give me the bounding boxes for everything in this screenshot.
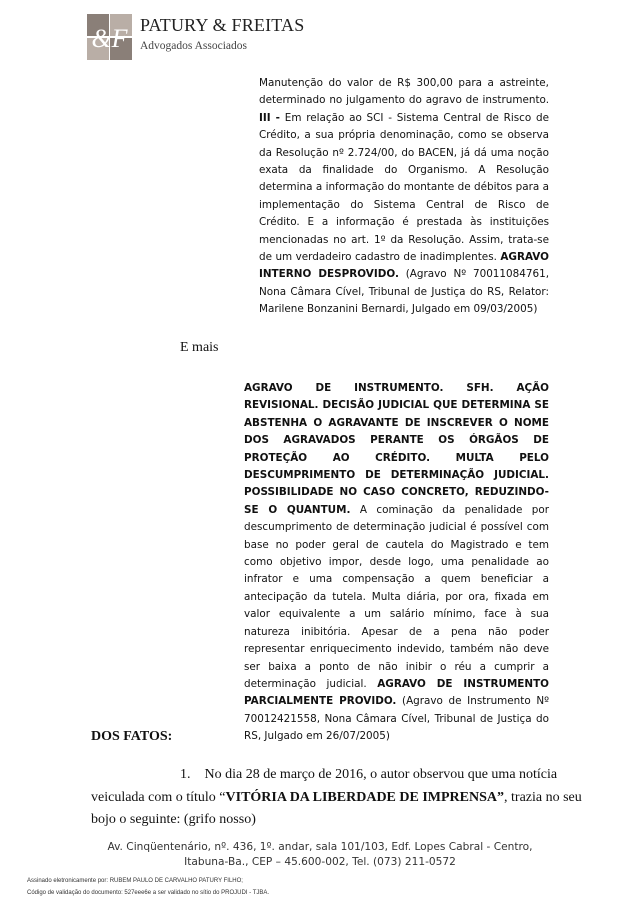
paragraph-line-1: 1. No dia 28 de março de 2016, o autor observou que uma notícia xyxy=(180,767,558,782)
paragraph-line-3: bojo o seguinte: (grifo nosso) xyxy=(91,812,256,827)
quote1-bold-2: AGRAVO INTERNO DESPROVIDO. xyxy=(259,251,549,281)
quote2-text-2: (Agravo de Instrumento Nº 70012421558, Nona Câmara Cível, Tribunal de Justiça do RS, Julgado em 26/07/2005) xyxy=(244,695,549,743)
paragraph-line-2-pre: veiculada com o título “ xyxy=(91,790,226,805)
firm-name: PATURY & FREITAS xyxy=(140,15,305,35)
footer-address-line-1: Av. Cinqüentenário, nº. 436, 1º. andar, sala 101/103, Edf. Lopes Cabral - Centro, xyxy=(107,841,533,853)
quote1-bold-1: III - xyxy=(259,111,280,124)
quote2-bold-2: AGRAVO DE INSTRUMENTO PARCIALMENTE PROVIDO. xyxy=(244,677,550,708)
firm-logo-graphic xyxy=(87,14,132,60)
footer-address-line-2: Itabuna-Ba., CEP – 45.600-002, Tel. (073) 211-0572 xyxy=(184,856,456,868)
signature-line-1: Assinado eletronicamente por: RUBEM PAULO DE CARVALHO PATURY FILHO; xyxy=(27,878,243,884)
signature-line-2: Código de validação do documento: 527eee6e a ser validado no sítio do PROJUDI - TJBA. xyxy=(27,890,270,896)
quote2-text-1: A cominação da penalidade por descumprimento de determinação judicial é possível com base no poder geral de cautela do Magistrado e tem como objetivo impor, desde logo, uma penalidade ao infrator e uma compensação a quem beneficiar a antecipação da tutela. Multa diária, por ora, fixada em valor equivalente a um salário mínimo, face à sua natureza inibitória. Apesar de a pena não poder representar enriquecimento indevido, também não deve ser baixa a ponto de não inibir o réu a cumprir a determinação judicial. xyxy=(244,503,549,690)
quote1-text-1: Manutenção do valor de R$ 300,00 para a astreinte, determinado no julgamento do agravo de instrumento. xyxy=(259,77,549,107)
quote1-text-3: (Agravo Nº 70011084761, Nona Câmara Cível, Tribunal de Justiça do RS, Relator: Marilene Bonzanini Bernardi, Julgado em 09/03/2005) xyxy=(259,268,549,316)
firm-logo xyxy=(87,14,132,60)
firm-subtitle: Advogados Associados xyxy=(140,40,248,52)
jurisprudence-quote-1 xyxy=(259,75,549,319)
news-title: VITÓRIA DA LIBERDADE DE IMPRENSA” xyxy=(225,790,505,805)
quote1-text-2: Em relação ao SCI - Sistema Central de Risco de Crédito, a sua própria denominação, como se observa da Resolução nº 2.724/00, do BACEN, já dá uma noção exata da finalidade do Organismo. A Resolução determina a informação do montante de débitos para a implementação do Sistema Central de Risco de Crédito. E a informação é prestada às instituições mencionadas no art. 1º da Resolução. Assim, trata-se de um verdadeiro cadastro de inadimplentes. xyxy=(259,111,549,264)
paragraph-line-2 xyxy=(91,790,582,806)
quote2-bold-1: AGRAVO DE INSTRUMENTO. SFH. AÇÃO REVISIONAL. DECISÃO JUDICIAL QUE DETERMINA SE ABSTENHA O AGRAVANTE DE INSCREVER O NOME DOS AGRAVADOS PERANTE OS ÓRGÃOS DE PROTEÇÃO AO CRÉDITO. MULTA PELO DESCUMPRIMENTO DE DETERMINAÇÃO JUDICIAL. POSSIBILIDADE NO CASO CONCRETO, REDUZINDO-SE O QUANTUM. xyxy=(244,382,549,516)
section-title: DOS FATOS: xyxy=(91,729,173,744)
paragraph-line-2-post: , trazia no seu xyxy=(504,790,582,805)
e-mais-text: E mais xyxy=(180,340,219,355)
jurisprudence-quote-2 xyxy=(244,380,549,746)
logo-monogram: &F xyxy=(91,24,128,53)
